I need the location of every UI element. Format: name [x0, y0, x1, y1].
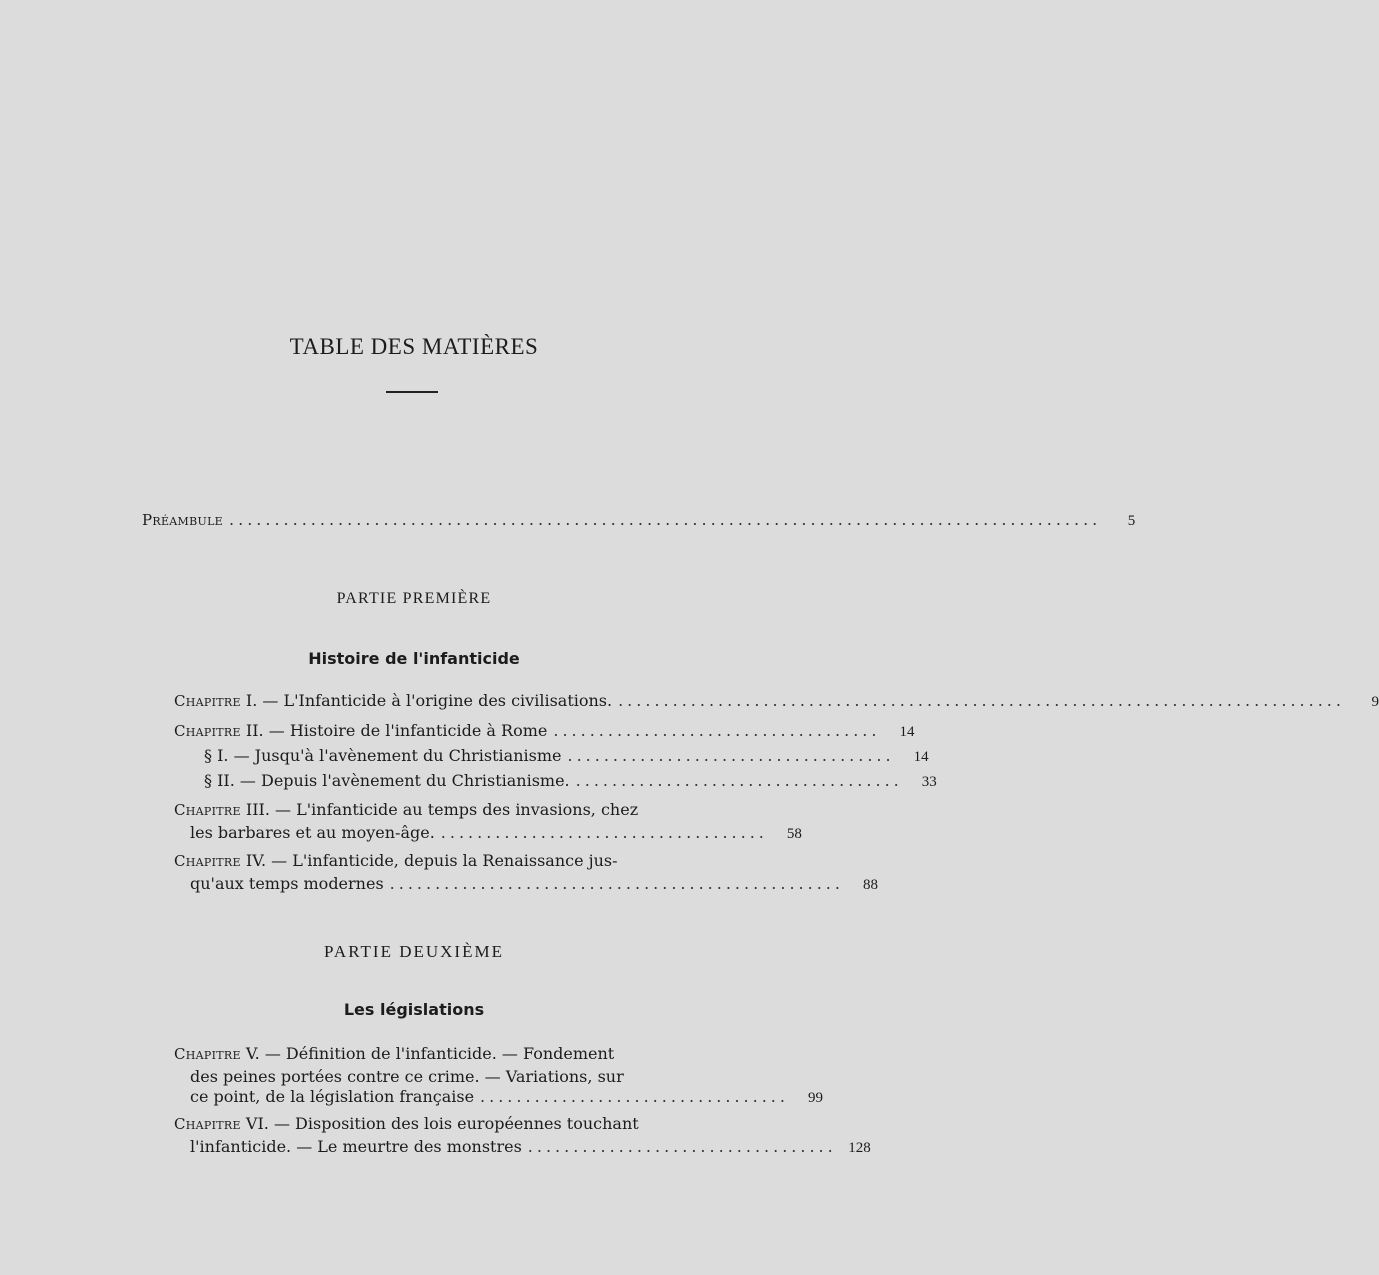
toc-entry-line	[174, 851, 618, 870]
toc-entry	[190, 1087, 823, 1107]
chapter-number: III.	[245, 800, 270, 819]
chapter-title-cont: les barbares et au moyen-âge.	[190, 823, 435, 842]
chapter-title: — Histoire de l'infanticide à Rome	[268, 721, 548, 740]
title-rule	[386, 391, 438, 393]
page-number: 99	[807, 1090, 823, 1106]
section-title: § I. — Jusqu'à l'avènement du Christianisme	[204, 746, 562, 765]
chapter-title: — Disposition des lois européennes touchant	[273, 1114, 639, 1133]
chapter-label: Chapitre	[174, 692, 241, 710]
page-number: 128	[848, 1140, 871, 1156]
chapter-title-cont: ce point, de la législation française	[190, 1087, 475, 1106]
toc-entry	[204, 746, 929, 766]
chapter-title: — L'Infanticide à l'origine des civilisations.	[262, 691, 613, 710]
dot-leader: ..................................	[480, 1087, 789, 1106]
chapter-number: I.	[245, 691, 258, 710]
part1-subheading: Histoire de l'infanticide	[308, 649, 520, 668]
chapter-number: VI.	[245, 1114, 269, 1133]
toc-entry-line	[174, 1044, 614, 1063]
dot-leader: ....................................	[575, 771, 903, 790]
chapter-title: — Définition de l'infanticide. — Fondement	[264, 1044, 615, 1063]
dot-leader: ................................................................................................	[229, 510, 1102, 529]
chapter-title-cont: des peines portées contre ce crime. — Variations, sur	[190, 1067, 624, 1086]
chapter-label: Chapitre	[174, 852, 241, 870]
toc-entry-line	[174, 800, 638, 819]
page-number: 5	[1127, 513, 1136, 529]
preamble-label: Préambule	[142, 511, 224, 529]
part2-subheading: Les législations	[343, 1000, 485, 1019]
chapter-number: II.	[245, 721, 264, 740]
chapter-label: Chapitre	[174, 1115, 241, 1133]
toc-entry	[190, 1137, 871, 1157]
chapter-title-cont: l'infanticide. — Le meurtre des monstres	[190, 1137, 522, 1156]
chapter-title: — L'infanticide, depuis la Renaissance jus-	[271, 851, 618, 870]
chapter-label: Chapitre	[174, 722, 241, 740]
toc-entry	[174, 721, 915, 741]
dot-leader: ..................................	[527, 1137, 837, 1156]
part1-heading: PARTIE PREMIÈRE	[336, 590, 492, 607]
dot-leader: ................................................................................	[618, 691, 1345, 710]
toc-entry-line	[174, 1114, 639, 1133]
page-number: 33	[921, 774, 937, 790]
chapter-label: Chapitre	[174, 801, 241, 819]
chapter-number: V.	[245, 1044, 260, 1063]
chapter-title-cont: qu'aux temps modernes	[190, 874, 384, 893]
chapter-label: Chapitre	[174, 1045, 241, 1063]
toc-entry	[190, 874, 878, 894]
page-number: 14	[913, 749, 929, 765]
chapter-title: — L'infanticide au temps des invasions, chez	[275, 800, 639, 819]
toc-entry-preamble	[142, 510, 1136, 530]
section-title: § II. — Depuis l'avènement du Christianisme.	[204, 771, 570, 790]
dot-leader: ....................................	[440, 823, 768, 842]
dot-leader: ....................................	[567, 746, 895, 765]
page-number: 58	[786, 826, 802, 842]
dot-leader: ....................................	[553, 721, 881, 740]
page-number: 14	[899, 724, 915, 740]
page-number: 88	[862, 877, 878, 893]
toc-entry	[190, 823, 802, 843]
part2-heading: PARTIE DEUXIÈME	[324, 942, 504, 961]
page-title: TABLE DES MATIÈRES	[289, 334, 539, 359]
toc-entry	[204, 771, 937, 791]
chapter-number: IV.	[245, 851, 267, 870]
dot-leader: ..................................................	[389, 874, 844, 893]
page-number: 9	[1371, 694, 1379, 710]
toc-entry	[174, 691, 1379, 711]
